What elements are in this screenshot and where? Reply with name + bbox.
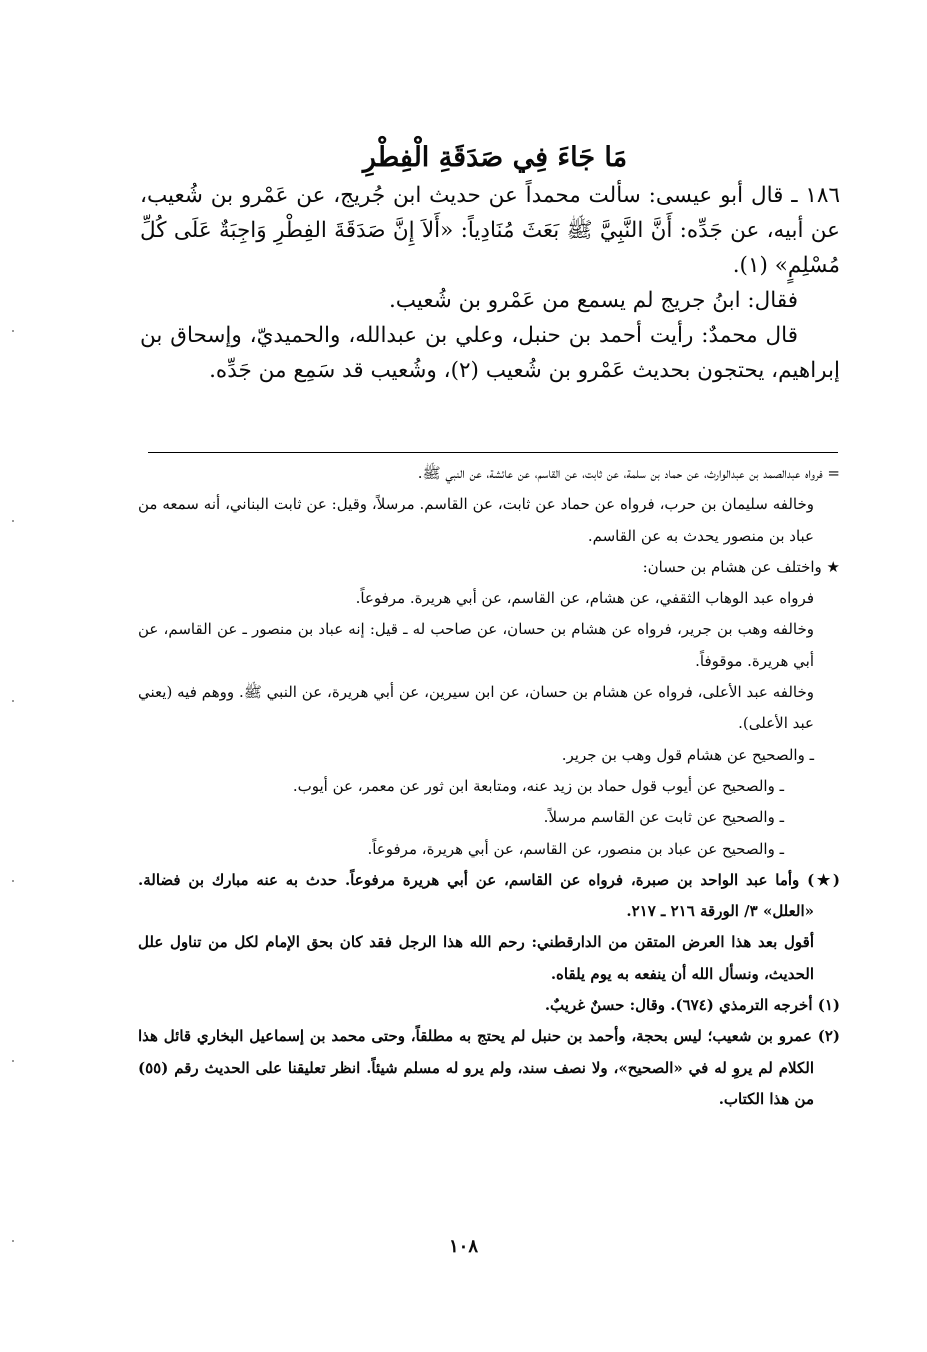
footnote-1: (١) أخرجه الترمذي (٦٧٤). وقال: حسنٌ غريبٌ. xyxy=(544,996,840,1015)
main-paragraph: قال محمدٌ: رأيت أحمد بن حنبل، وعلي بن عبدالله، والحميديّ، وإسحاق بن إبراهيم، يحتجون بحديث عَمْرو بن شُعيب (٢)، وشُعيب قد سَمِع من جَدِّه. xyxy=(140,323,840,383)
footnote-line: ـ والصحيح عن أيوب قول حماد بن زيد عنه، ومتابعة ابن ثور عن معمر، عن أيوب. xyxy=(292,776,784,795)
footnote-line: وخالفه عبد الأعلى، فرواه عن هشام بن حسان، عن ابن سيرين، عن أبي هريرة، عن النبي ﷺ. ووهم فيه (يعني عبد الأعلى). xyxy=(138,683,814,733)
chapter-title: مَا جَاءَ فِي صَدَقَةِ الْفِطْرِ xyxy=(362,142,628,173)
footnote-line: ـ والصحيح عن هشام قول وهب بن جرير. xyxy=(561,745,814,764)
footnote-2: (٢) عمرو بن شعيب؛ ليس بحجة، وأحمد بن حنبل لم يحتج به مطلقاً، وحتى محمد بن إسماعيل البخاري قائل هذا الكلام لم يروِ له في «الصحيح»، ولا نصف سند، ولم يرو له مسلم شيئاً. انظر تعليقنا على الحديث رقم (٥٥) من هذا الكتاب. xyxy=(138,1027,840,1108)
footnote-line: فرواه عبد الوهاب الثقفي، عن هشام، عن القاسم، عن أبي هريرة. مرفوعاً. xyxy=(355,589,814,608)
page-number: ١٠٨ xyxy=(448,1236,478,1257)
scan-speck xyxy=(12,330,14,332)
scan-speck xyxy=(12,880,14,882)
scan-speck xyxy=(12,700,14,702)
footnote-separator xyxy=(148,452,838,453)
footnote-comment: أقول بعد هذا العرض المتقن من الدارقطني: رحم الله هذا الرجل فقد كان بحق الإمام لكل من تناول علل الحديث، ونسأل الله أن ينفعه به يوم يلقاه. xyxy=(138,933,814,983)
footnote-line: = فرواه عبدالصمد بن عبدالوارث، عن حماد بن سلمة، عن ثابت، عن القاسم، عن عائشة، عن النبي ﷺ. xyxy=(417,464,840,482)
hadith-paragraph: ١٨٦ ـ قال أبو عيسى: سألت محمداً عن حديث ابن جُريج، عن عَمْرو بن شُعيب، عن أبيه، عن جَدِّه: أَنَّ النَّبِيَّ ﷺ بَعَثَ مُنَادِياً: «أَلاَ إِنَّ صَدَقَةَ الفِطْرِ وَاجِبَةٌ عَلَى كُلِّ مُسْلِمٍ» (١). xyxy=(140,183,840,278)
footnote-line: وخالفه سليمان بن حرب، فرواه عن حماد عن ثابت، عن القاسم. مرسلاً، وقيل: عن ثابت البناني، أنه سمعه من عباد بن منصور يحدث به عن القاسم. xyxy=(138,495,814,545)
footnote-line: ـ والصحيح عن ثابت عن القاسم مرسلاً. xyxy=(543,808,784,827)
footnote-line: (★) وأما عبد الواحد بن صبرة، فرواه عن القاسم، عن أبي هريرة مرفوعاً. حدث به عنه مبارك بن فضالة. «العلل» ٣/ الورقة ٢١٦ ـ ٢١٧. xyxy=(138,870,840,921)
main-text xyxy=(140,178,840,388)
scan-speck xyxy=(12,1060,14,1062)
footnote-line: وخالفه وهب بن جرير، فرواه عن هشام بن حسان، عن صاحب له ـ قيل: إنه عباد بن منصور ـ عن القاسم، عن أبي هريرة. موقوفاً. xyxy=(138,620,814,670)
footnotes xyxy=(138,458,840,1115)
footnote-line: ★ واختلف عن هشام بن حسان: xyxy=(642,557,840,576)
footnote-line: ـ والصحيح عن عباد بن منصور، عن القاسم، عن أبي هريرة، مرفوعاً. xyxy=(367,839,784,858)
scan-speck xyxy=(12,520,14,522)
main-paragraph: فقال: ابنُ جريج لم يسمع من عَمْرو بن شُعيب. xyxy=(388,288,798,313)
